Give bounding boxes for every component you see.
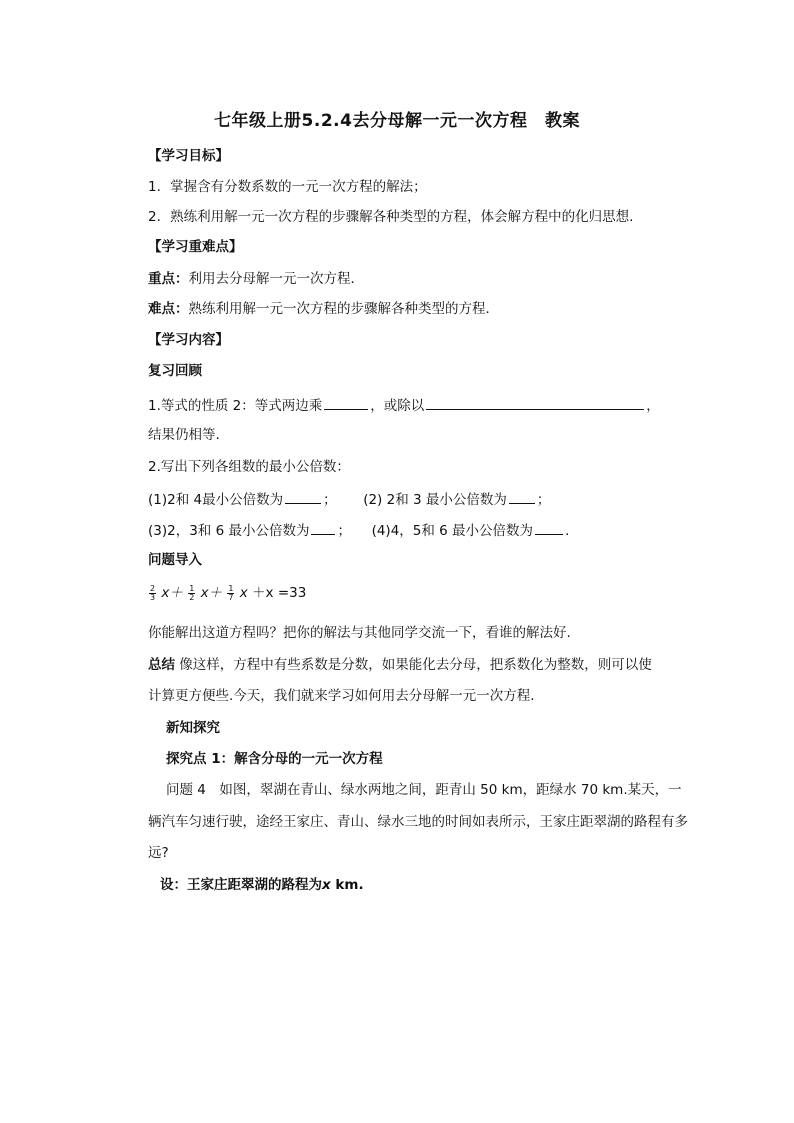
page-title: 七年级上册5.2.4去分母解一元一次方程 教案 bbox=[214, 111, 580, 131]
summary-line-1 bbox=[148, 656, 652, 674]
q2-1-text: (1)2和 4最小公倍数为 bbox=[148, 492, 284, 508]
intro-heading: 问题导入 bbox=[148, 552, 202, 568]
eq-term: x＋ bbox=[161, 585, 183, 601]
review-heading: 复习回顾 bbox=[148, 363, 202, 379]
problem-line-3: 远? bbox=[148, 845, 169, 861]
key-text: 利用去分母解一元一次方程． bbox=[188, 271, 364, 287]
question-1 bbox=[148, 395, 660, 415]
q2-4-text: (4)4，5和 6 最小公倍数为 bbox=[371, 523, 534, 539]
q2-2-text: (2) 2和 3 最小公倍数为 bbox=[363, 492, 507, 508]
eq-term: x＋ bbox=[200, 585, 223, 601]
question-2: 2.写出下列各组数的最小公倍数： bbox=[148, 459, 350, 475]
problem-line-1: 问题 4 如图，翠湖在青山、绿水两地之间，距青山 50 km，距绿水 70 km.某天，一 bbox=[166, 782, 682, 798]
key-label: 重点： bbox=[148, 271, 189, 287]
fraction: $\frac{1}{2}$ bbox=[189, 583, 195, 602]
question-2-row-2 bbox=[148, 520, 569, 540]
question-2-row-1 bbox=[148, 489, 550, 509]
q2-3-text: (3)2，3和 6 最小公倍数为 bbox=[148, 523, 310, 539]
section-learning-goals: 【学习目标】 bbox=[148, 148, 229, 164]
eq-term: x bbox=[239, 585, 248, 601]
answer-blank[interactable] bbox=[324, 395, 368, 410]
answer-blank[interactable] bbox=[509, 489, 535, 504]
summary-label: 总结 bbox=[148, 657, 175, 673]
q2-2-end: ； bbox=[536, 492, 551, 508]
q1-text-c: ， bbox=[646, 398, 660, 414]
q1-text-b: ，或除以 bbox=[370, 398, 425, 414]
question-1-end: 结果仍相等. bbox=[148, 427, 220, 443]
explore-heading: 新知探究 bbox=[166, 720, 220, 736]
q2-1-end: ； bbox=[323, 492, 337, 508]
answer-blank[interactable] bbox=[426, 395, 644, 410]
answer-blank[interactable] bbox=[311, 520, 335, 535]
fraction: $\frac{2}{3}$ bbox=[150, 583, 156, 602]
goal-2: 2．熟练利用解一元一次方程的步骤解各种类型的方程，体会解方程中的化归思想. bbox=[148, 209, 634, 225]
variable-x: x bbox=[322, 877, 331, 893]
intro-equation bbox=[148, 584, 306, 602]
section-learning-content: 【学习内容】 bbox=[148, 332, 229, 348]
intro-question: 你能解出这道方程吗？把你的解法与其他同学交流一下，看谁的解法好. bbox=[148, 625, 571, 641]
q2-4-end: . bbox=[565, 523, 570, 539]
q2-3-end: ； bbox=[337, 523, 351, 539]
let-text: 设：王家庄距翠湖的路程为 bbox=[160, 877, 322, 893]
difficult-label: 难点： bbox=[148, 301, 189, 317]
section-key-points: 【学习重难点】 bbox=[148, 239, 243, 255]
eq-rest: ＋x =33 bbox=[252, 585, 307, 601]
goal-1: 1．掌握含有分数系数的一元一次方程的解法； bbox=[148, 179, 427, 195]
summary-text-1: 像这样，方程中有些系数是分数，如果能化去分母，把系数化为整数，则可以使 bbox=[179, 657, 652, 673]
problem-line-2: 辆汽车匀速行驶，途经王家庄、青山、绿水三地的时间如表所示，王家庄距翠湖的路程有多 bbox=[148, 814, 688, 830]
difficult-point bbox=[148, 300, 499, 318]
summary-line-2: 计算更方便些.今天，我们就来学习如何用去分母解一元一次方程. bbox=[148, 688, 535, 704]
answer-blank[interactable] bbox=[285, 489, 321, 504]
key-point bbox=[148, 270, 364, 288]
difficult-text: 熟练利用解一元一次方程的步骤解各种类型的方程． bbox=[188, 301, 499, 317]
explore-point-1: 探究点 1：解含分母的一元一次方程 bbox=[166, 751, 383, 767]
fraction: $\frac{1}{7}$ bbox=[228, 583, 234, 602]
let-unit: km. bbox=[330, 877, 364, 893]
q1-text-a: 1.等式的性质 2：等式两边乘 bbox=[148, 398, 323, 414]
answer-blank[interactable] bbox=[535, 520, 563, 535]
let-statement bbox=[160, 876, 364, 894]
